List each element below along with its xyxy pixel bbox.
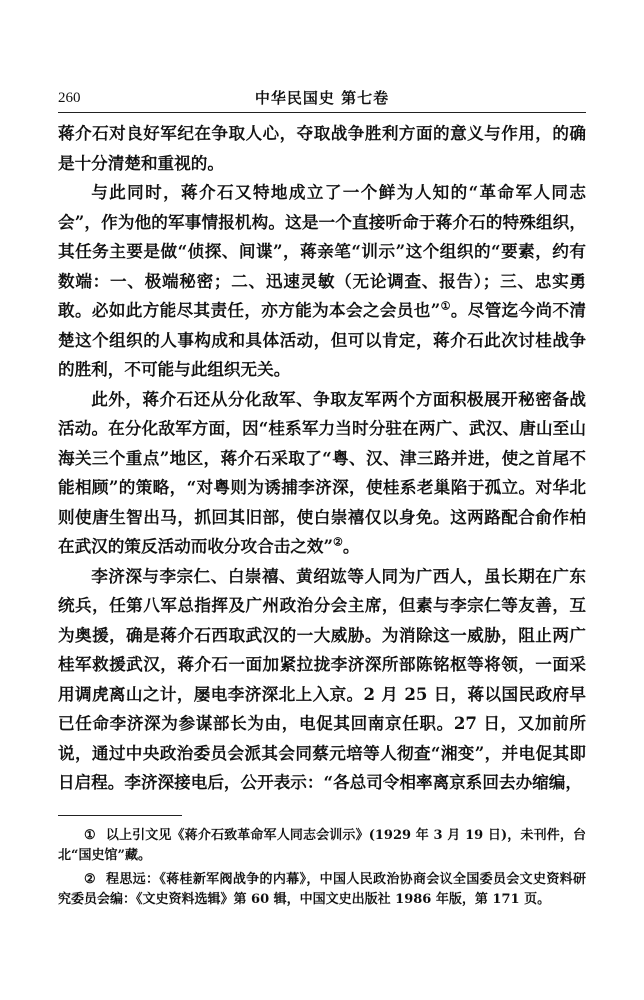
footnote-rule: [58, 815, 182, 816]
running-title: 中华民国史 第七卷: [254, 89, 390, 107]
main-text: [58, 119, 586, 798]
paragraph-3-tail: 。: [342, 536, 360, 556]
footnote-1: [58, 826, 586, 866]
footnote-ref-1: ①: [440, 299, 451, 313]
footnote-ref-2: ②: [333, 535, 343, 549]
header-rule: [58, 112, 586, 113]
paragraph-4: 李济深与李宗仁、白崇禧、黄绍竑等人同为广西人，虽长期在广东统兵，任第八军总指挥及广州政治分会主席，但素与李宗仁等友善，互为奥援，确是蒋介石西取武汉的一大威胁。为消除这一威胁，阻止两广桂军救援武汉，蒋介石一面加紧拉拢李济深所部陈铭枢等将领，一面采用调虎离山之计，屡电李济深北上入京。2 月 25 日，蒋以国民政府早已任命李济深为参谋部长为由，电促其回南京任职。27 日，又加前所说，通过中央政治委员会派其会同蔡元培等人彻查“湘变”，并电促其即日启程。李济深接电后，公开表示：“各总司令相率离京系回去办缩编，: [58, 565, 586, 792]
footnotes: [58, 826, 586, 914]
footnote-2: [58, 870, 586, 910]
footnote-1-text: 以上引文见《蒋介石致革命军人同志会训示》(1929 年 3 月 19 日)，未刊件，台北“国史馆”藏。: [58, 828, 587, 863]
paragraph-2-tail: 。尽管迄今尚不清楚这个组织的人事构成和具体活动，但可以肯定，蒋介石此次讨桂战争的胜利，不可能与此组织无关。: [58, 300, 586, 379]
footnote-2-text: 程思远：《蒋桂新军阀战争的内幕》，中国人民政治协商会议全国委员会文史资料研究委员会编：《文史资料选辑》第 60 辑，中国文史出版社 1986 年版，第 171 页。: [58, 872, 586, 907]
footnote-1-marker: ①: [84, 828, 96, 843]
page-number: 260: [58, 90, 81, 106]
paragraph-2-text: 与此同时，蒋介石又特地成立了一个鲜为人知的“革命军人同志会”，作为他的军事情报机构。这是一个直接听命于蒋介石的特殊组织，其任务主要是做“侦探、间谍”，蒋亲笔“训示”这个组织的“要素，约有数端：一、极端秘密；二、迅速灵敏（无论调查、报告）；三、忠实勇敢。必如此方能尽其责任，亦方能为本会之会员也”: [58, 182, 586, 320]
paragraph-3: [58, 385, 586, 562]
paragraph-2: [58, 178, 586, 385]
paragraph-1: 蒋介石对良好军纪在争取人心，夺取战争胜利方面的意义与作用，的确是十分清楚和重视的。: [58, 123, 586, 173]
paragraph-3-text: 此外，蒋介石还从分化敌军、争取友军两个方面积极展开秘密备战活动。在分化敌军方面，因“桂系军力当时分驻在两广、武汉、唐山至山海关三个重点”地区，蒋介石采取了“粤、汉、津三路并进，使之首尾不能相顾”的策略，“对粤则为诱捕李济深，使桂系老巢陷于孤立。对华北则使唐生智出马，抓回其旧部，使白崇禧仅以身免。这两路配合俞作柏在武汉的策反活动而收分攻合击之效”: [58, 388, 586, 556]
footnote-2-marker: ②: [84, 872, 96, 887]
page-header: [58, 86, 586, 110]
